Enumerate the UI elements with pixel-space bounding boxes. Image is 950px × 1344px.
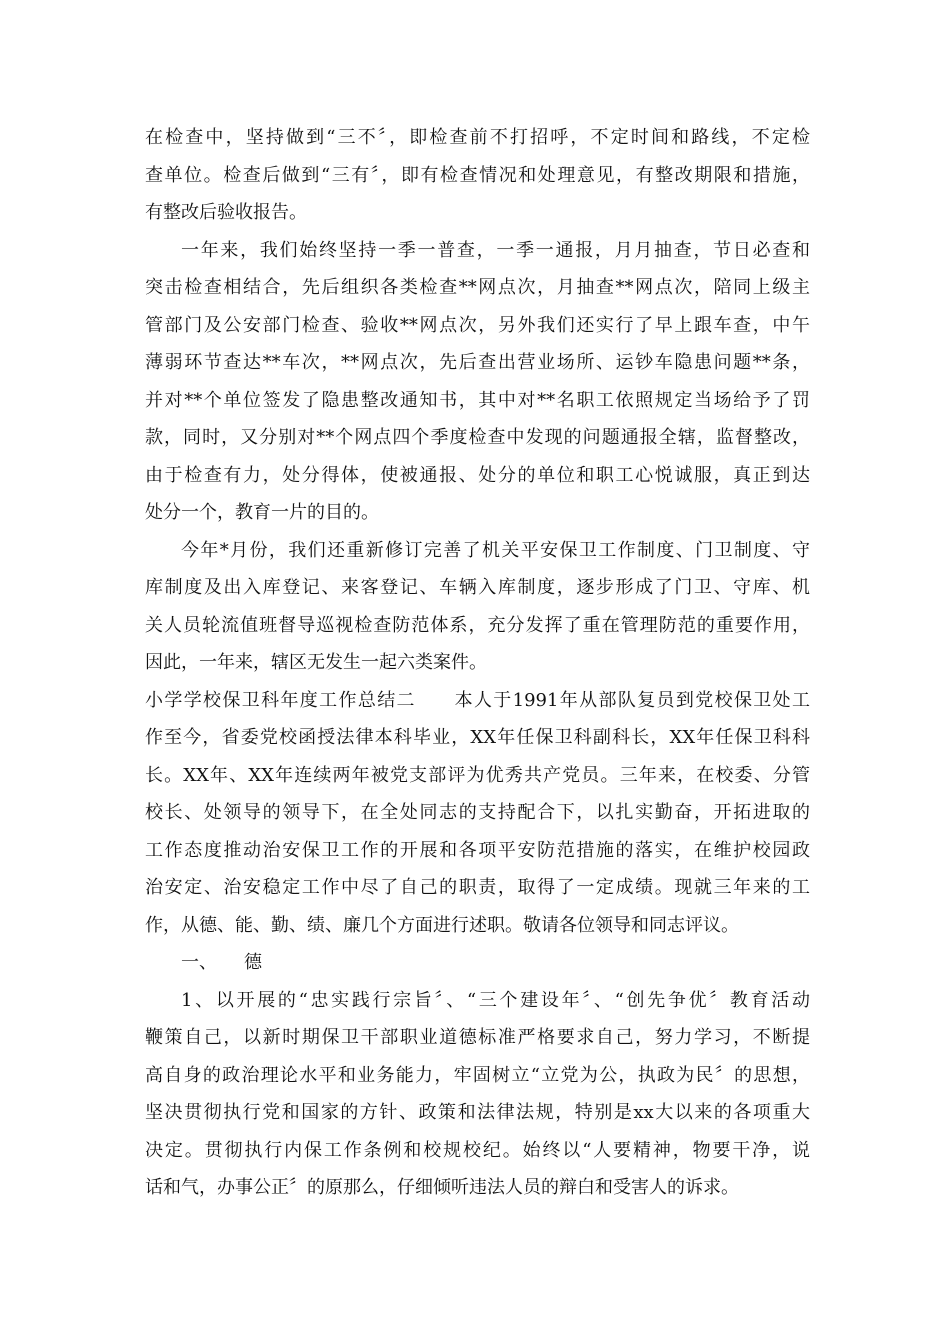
paragraph-virtue — [145, 982, 810, 1207]
text-line: 长。XX年、XX年连续两年被党支部评为优秀共产党员。三年来，在校委、分管 — [145, 764, 810, 786]
paragraph-summary-two — [145, 682, 810, 945]
text-line: 作至今，省委党校函授法律本科毕业，XX年任保卫科副科长，XX年任保卫科科 — [145, 727, 810, 748]
text-line: 有整改后验收报告。 — [145, 202, 307, 223]
text-line: 因此，一年来，辖区无发生一起六类案件。 — [145, 652, 487, 673]
paragraph-inspection-rules — [145, 119, 810, 232]
text-line: 库制度及出入库登记、来客登记、车辆入库制度，逐步形成了门卫、守库、机 — [145, 577, 810, 598]
text-line: 款，同时，又分别对**个网点四个季度检查中发现的问题通报全辖，监督整改， — [145, 427, 810, 448]
text-line: 关人员轮流值班督导巡视检查防范体系，充分发挥了重在管理防范的重要作用， — [145, 614, 810, 636]
text-line: 处分一个，教育一片的目的。 — [145, 502, 379, 523]
text-line: 校长、处领导的领导下，在全处同志的支持配合下，以扎实勤奋，开拓进取的 — [145, 802, 810, 823]
text-line: 决定。贯彻执行内保工作条例和校规校纪。始终以“人要精神，物要干净，说 — [145, 1139, 810, 1161]
text-line: 查单位。检查后做到“三有〞，即有检查情况和处理意见，有整改期限和措施， — [145, 164, 810, 186]
text-line: 1、以开展的“忠实践行宗旨〞、“三个建设年〞、“创先争优〞教育活动 — [181, 989, 810, 1011]
text-line: 鞭策自己，以新时期保卫干部职业道德标准严格要求自己，努力学习，不断提 — [145, 1027, 810, 1048]
text-line: 管部门及公安部门检查、验收**网点次，另外我们还实行了早上跟车查，中午 — [145, 314, 810, 336]
text-line: 坚决贯彻执行党和国家的方针、政策和法律法规，特别是xx大以来的各项重大 — [145, 1102, 810, 1123]
section-heading-title: 德 — [244, 952, 262, 973]
text-line: 治安定、治安稳定工作中尽了自己的职责，取得了一定成绩。现就三年来的工 — [145, 877, 810, 898]
section-heading — [145, 944, 810, 982]
text-line: 突击检查相结合，先后组织各类检查**网点次，月抽查**网点次，陪同上级主 — [145, 277, 810, 298]
text-line: 高自身的政治理论水平和业务能力，牢固树立“立党为公，执政为民〞的思想， — [145, 1064, 810, 1086]
text-line: 今年*月份，我们还重新修订完善了机关平安保卫工作制度、门卫制度、守 — [181, 539, 810, 561]
section-heading-number: 一、 — [181, 952, 217, 973]
text-line: 小学学校保卫科年度工作总结二 本人于1991年从部队复员到党校保卫处工 — [145, 689, 810, 711]
text-line: 一年来，我们始终坚持一季一普查，一季一通报，月月抽查，节日必查和 — [181, 239, 810, 261]
paragraph-yearly-checks — [145, 232, 810, 532]
text-line: 工作态度推动治安保卫工作的开展和各项平安防范措施的落实，在维护校园政 — [145, 839, 810, 861]
text-line: 由于检查有力，处分得体，使被通报、处分的单位和职工心悦诚服，真正到达 — [145, 464, 810, 486]
text-line: 作，从德、能、勤、绩、廉几个方面进行述职。敬请各位领导和同志评议。 — [145, 914, 739, 936]
document-body — [145, 119, 810, 1207]
text-line: 话和气，办事公正〞的原那么，仔细倾听违法人员的辩白和受害人的诉求。 — [145, 1177, 739, 1198]
text-line: 薄弱环节查达**车次，**网点次，先后查出营业场所、运钞车隐患问题**条， — [145, 352, 810, 373]
text-line: 在检查中，坚持做到“三不〞，即检查前不打招呼，不定时间和路线，不定检 — [145, 127, 810, 148]
paragraph-system-revision — [145, 532, 810, 682]
text-line: 并对**个单位签发了隐患整改通知书，其中对**名职工依照规定当场给予了罚 — [145, 389, 810, 411]
